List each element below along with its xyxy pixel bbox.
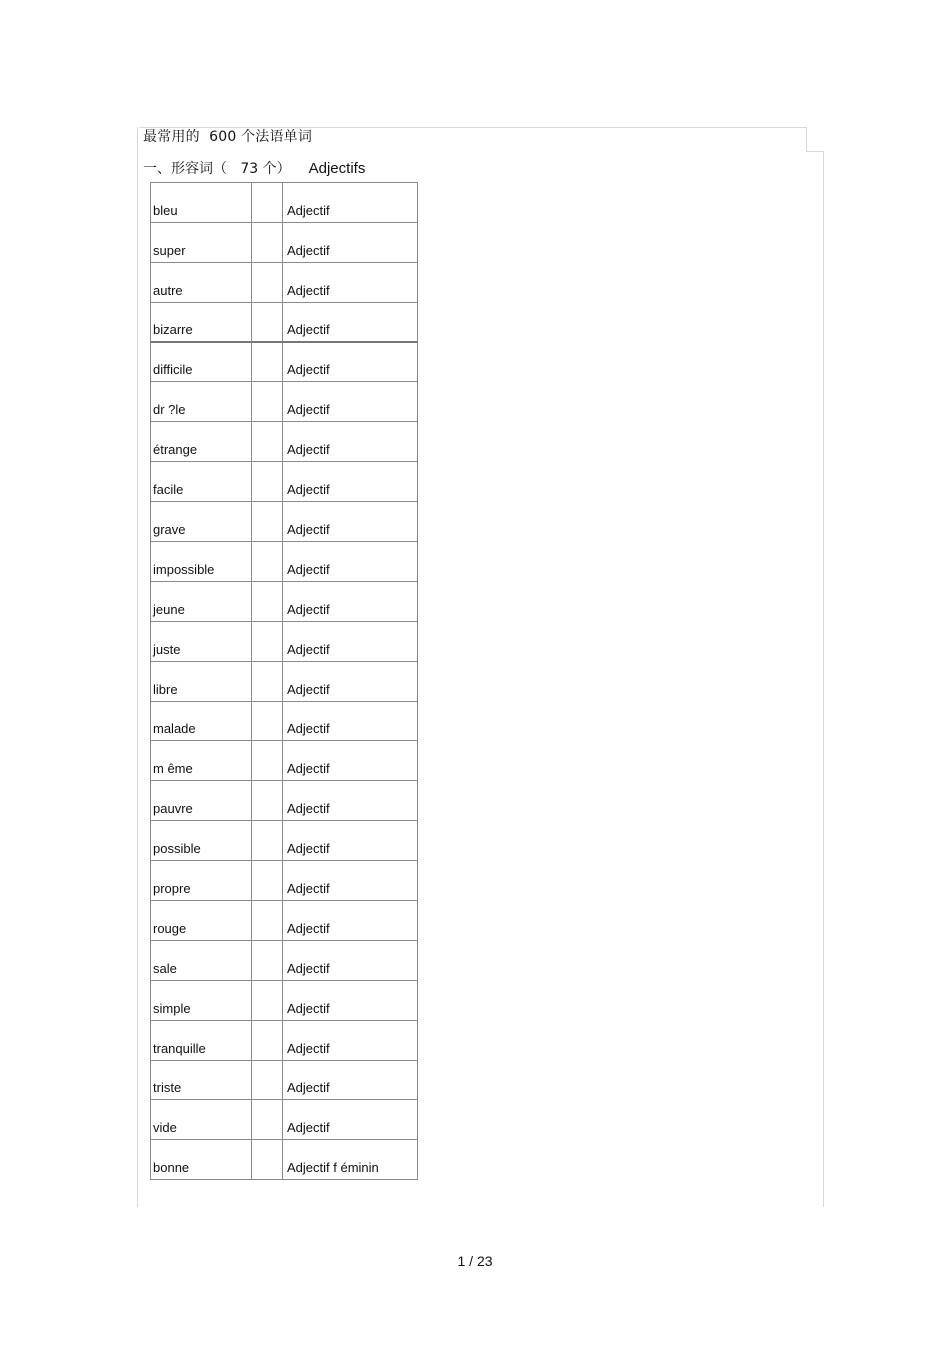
note-cell <box>252 901 283 941</box>
frame-line-step <box>806 151 823 152</box>
word-cell: autre <box>151 262 252 302</box>
note-cell <box>252 462 283 502</box>
table-row <box>151 821 418 861</box>
word-cell: bizarre <box>151 302 252 342</box>
table-row <box>151 462 418 502</box>
word-cell: possible <box>151 821 252 861</box>
note-cell <box>252 302 283 342</box>
table-row <box>151 701 418 741</box>
type-cell: Adjectif <box>283 861 418 901</box>
type-cell: Adjectif <box>283 302 418 342</box>
section-heading-chinese: 一、形容词（ 73 个） <box>143 161 291 177</box>
type-cell: Adjectif <box>283 342 418 382</box>
word-cell: bonne <box>151 1140 252 1180</box>
type-cell: Adjectif <box>283 422 418 462</box>
type-cell: Adjectif <box>283 821 418 861</box>
table-row <box>151 741 418 781</box>
word-cell: simple <box>151 980 252 1020</box>
table-row <box>151 661 418 701</box>
note-cell <box>252 222 283 262</box>
type-cell: Adjectif <box>283 741 418 781</box>
document-title: 最常用的 600 个法语单词 <box>143 129 313 145</box>
note-cell <box>252 861 283 901</box>
type-cell: Adjectif <box>283 1060 418 1100</box>
note-cell <box>252 342 283 382</box>
table-row <box>151 1100 418 1140</box>
note-cell <box>252 621 283 661</box>
type-cell: Adjectif <box>283 661 418 701</box>
table-row <box>151 382 418 422</box>
table-row <box>151 1060 418 1100</box>
section-heading <box>143 158 365 178</box>
note-cell <box>252 422 283 462</box>
table-row <box>151 302 418 342</box>
word-cell: libre <box>151 661 252 701</box>
table-row <box>151 861 418 901</box>
frame-line-right-upper <box>806 127 807 151</box>
table-row <box>151 980 418 1020</box>
note-cell <box>252 382 283 422</box>
word-cell: bleu <box>151 183 252 223</box>
word-cell: dr ?le <box>151 382 252 422</box>
word-cell: pauvre <box>151 781 252 821</box>
table-row <box>151 1020 418 1060</box>
section-heading-french: Adjectifs <box>308 160 366 177</box>
table-row <box>151 422 418 462</box>
note-cell <box>252 262 283 302</box>
type-cell: Adjectif f éminin <box>283 1140 418 1180</box>
table-row <box>151 621 418 661</box>
word-cell: étrange <box>151 422 252 462</box>
word-cell: jeune <box>151 581 252 621</box>
word-cell: juste <box>151 621 252 661</box>
table-row <box>151 342 418 382</box>
type-cell: Adjectif <box>283 901 418 941</box>
frame-line-right-lower <box>823 151 824 1207</box>
table-row <box>151 940 418 980</box>
type-cell: Adjectif <box>283 183 418 223</box>
table-row <box>151 542 418 582</box>
word-cell: grave <box>151 502 252 542</box>
page-number: 1 / 23 <box>457 1253 493 1269</box>
type-cell: Adjectif <box>283 781 418 821</box>
type-cell: Adjectif <box>283 1020 418 1060</box>
table-row <box>151 901 418 941</box>
type-cell: Adjectif <box>283 980 418 1020</box>
vocabulary-table <box>150 182 418 1180</box>
note-cell <box>252 980 283 1020</box>
note-cell <box>252 183 283 223</box>
table-row <box>151 781 418 821</box>
type-cell: Adjectif <box>283 701 418 741</box>
word-cell: vide <box>151 1100 252 1140</box>
note-cell <box>252 821 283 861</box>
type-cell: Adjectif <box>283 462 418 502</box>
table-row <box>151 502 418 542</box>
table-row <box>151 183 418 223</box>
type-cell: Adjectif <box>283 382 418 422</box>
type-cell: Adjectif <box>283 502 418 542</box>
table-row <box>151 222 418 262</box>
word-cell: facile <box>151 462 252 502</box>
note-cell <box>252 581 283 621</box>
frame-line-left <box>137 127 138 1207</box>
word-cell: super <box>151 222 252 262</box>
type-cell: Adjectif <box>283 621 418 661</box>
word-cell: tranquille <box>151 1020 252 1060</box>
word-cell: propre <box>151 861 252 901</box>
type-cell: Adjectif <box>283 222 418 262</box>
type-cell: Adjectif <box>283 1100 418 1140</box>
note-cell <box>252 781 283 821</box>
word-cell: sale <box>151 940 252 980</box>
type-cell: Adjectif <box>283 262 418 302</box>
note-cell <box>252 1020 283 1060</box>
word-cell: malade <box>151 701 252 741</box>
note-cell <box>252 542 283 582</box>
type-cell: Adjectif <box>283 581 418 621</box>
note-cell <box>252 940 283 980</box>
note-cell <box>252 661 283 701</box>
note-cell <box>252 1060 283 1100</box>
word-cell: rouge <box>151 901 252 941</box>
vocabulary-table-body <box>151 183 418 1180</box>
note-cell <box>252 741 283 781</box>
word-cell: difficile <box>151 342 252 382</box>
word-cell: impossible <box>151 542 252 582</box>
type-cell: Adjectif <box>283 940 418 980</box>
table-row <box>151 262 418 302</box>
table-row <box>151 581 418 621</box>
type-cell: Adjectif <box>283 542 418 582</box>
word-cell: triste <box>151 1060 252 1100</box>
word-cell: m ême <box>151 741 252 781</box>
note-cell <box>252 701 283 741</box>
note-cell <box>252 1140 283 1180</box>
table-row <box>151 1140 418 1180</box>
note-cell <box>252 1100 283 1140</box>
note-cell <box>252 502 283 542</box>
